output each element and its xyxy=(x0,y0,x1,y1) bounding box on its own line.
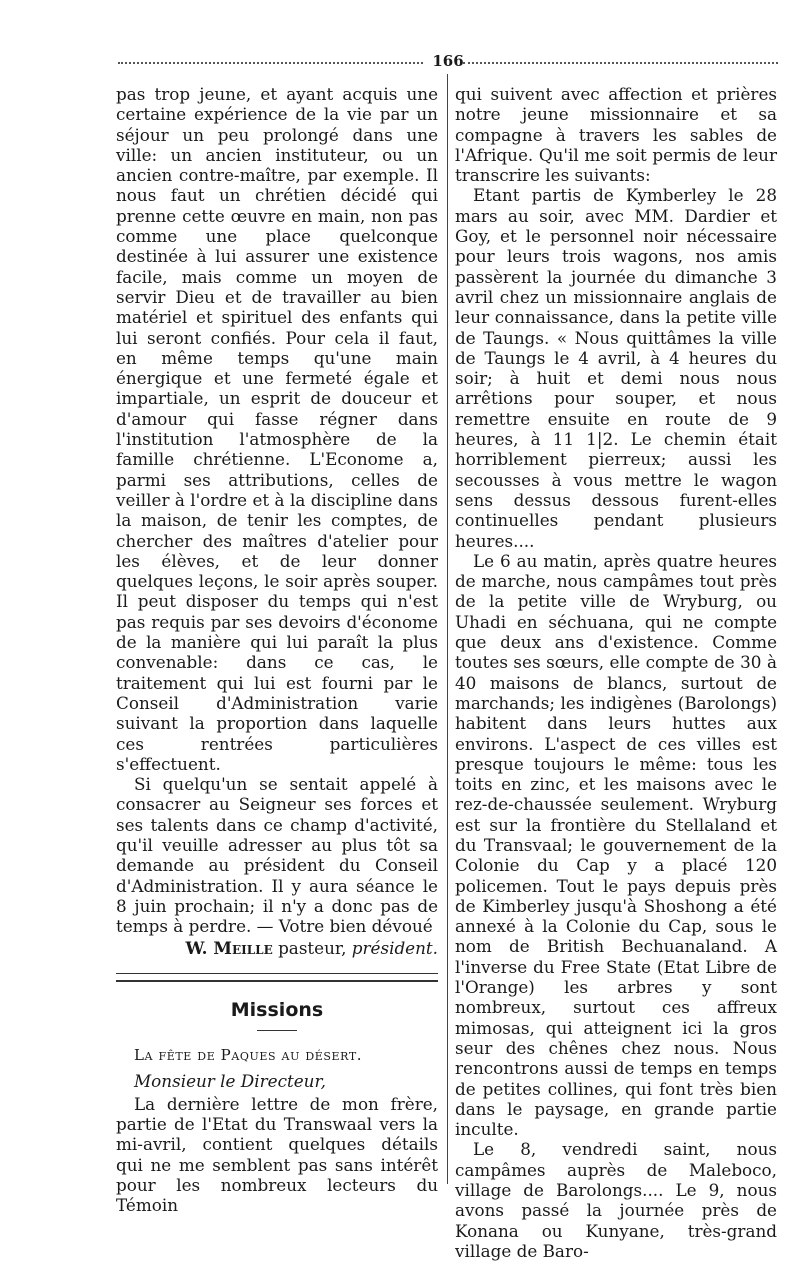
page-header xyxy=(118,50,778,72)
signature-name: W. Meille xyxy=(185,938,273,959)
signature xyxy=(116,938,438,958)
section-title: Missions xyxy=(230,998,324,1021)
salutation: Monsieur le Directeur, xyxy=(134,1071,326,1092)
paragraph: pas trop jeune, et ayant acquis une certaine expérience de la vie par un séjour un peu prolongé dans une ville: un ancien instituteur, ou un ancien contre-maître, par exemple. Il nous faut un chrétien décidé qui prenne cette œuvre en main, non pas comme une place quelconque destinée à lui assurer une existence facile, mais comme un moyen de servir Dieu et de travailler au bien matériel et spirituel des enfants qui lui seront confiés. Pour cela il faut, en même temps qu'une main énergique et une fermeté égale et impartiale, un esprit de douceur et d'amour qui fasse régner dans l'institution l'atmosphère de la famille chrétienne. L'Econome a, parmi ses attributions, celles de veiller à l'ordre et à la discipline dans la maison, de tenir les comptes, de chercher des maîtres d'atelier pour les élèves, et de leur donner quelques leçons, le soir après souper. Il peut disposer du temps qui n'est pas requis par ses devoirs d'économe de la manière qui lui paraît la plus convenable: dans ce cas, le traitement qui lui est fourni par le Conseil d'Administration varie suivant la proportion dans laquelle ces rentrées particulières s'effectuent. xyxy=(116,84,438,774)
page-number: 166 xyxy=(432,52,464,70)
paragraph: Le 8, vendredi saint, nous campâmes auprès de Maleboco, village de Barolongs.... Le 9, nous avons passé la journée près de Konana ou Kunyane, très-grand village de Baro- xyxy=(455,1139,777,1261)
signature-title: pasteur, xyxy=(272,938,352,959)
paragraph: La dernière lettre de mon frère, partie de l'Etat du Transwaal vers la mi-avril, contient quelques détails qui ne me semblent pas sans intérêt pour les nombreux lecteurs du Témoin xyxy=(116,1093,438,1216)
section-divider xyxy=(116,973,438,982)
paragraph: Le 6 au matin, après quatre heures de marche, nous campâmes tout près de la petite ville de Wryburg, ou Uhadi en séchuana, qui ne compte que deux ans d'existence. Comme toutes ses sœurs, elle compte de 30 à 40 maisons de blancs, surtout de marchands; les indigènes (Barolongs) habitent dans leurs huttes aux environs. L'aspect de ces villes est presque toujours le même: tous les toits en zinc, et les maisons avec le rez-de-chaussée seulement. Wryburg est sur la frontière du Stellaland et du Transvaal; le gouvernement de la Colonie du Cap y a placé 120 policemen. Tout le pays depuis près de Kimberley jusqu'à Shoshong a été annexé à la Colonie du Cap, sous le nom de British Bechuanaland. A l'inverse du Free State (Etat Libre de l'Orange) les arbres y sont nombreux, surtout ces affreux mimosas, qui atteignent ici la gros seur des chênes chez nous. Nous rencontrons aussi de temps en temps de petites collines, qui font très bien dans le paysage, en grande partie inculte. xyxy=(455,550,777,1140)
paragraph: Etant partis de Kymberley le 28 mars au soir, avec MM. Dardier et Goy, et le personnel noir nécessaire pour leurs trois wagons, nos amis passèrent la journée du dimanche 3 avril chez un missionnaire anglais de leur connaissance, dans la petite ville de Taungs. « Nous quittâmes la ville de Taungs le 4 avril, à 4 heures du soir; à huit et demi nous nous arrêtions pour souper, et nous remettre ensuite en route de 9 heures, à 11 1|2. Le chemin était horriblement pierreux; aussi les secousses à vous mettre le wagon sens dessus dessous furent-elles continuelles pendant plusieurs heures.... xyxy=(455,185,777,551)
header-rule-right xyxy=(463,62,778,68)
left-column xyxy=(116,84,438,1215)
column-divider xyxy=(447,74,448,1184)
signature-role: président. xyxy=(351,938,438,959)
header-rule-left xyxy=(118,62,423,68)
paragraph: qui suivent avec affection et prières notre jeune missionnaire et sa compagne à travers les sables de l'Afrique. Qu'il me soit permis de leur transcrire les suivants: xyxy=(455,84,777,186)
title-rule xyxy=(257,1030,297,1031)
right-column xyxy=(455,84,777,1261)
paragraph: Si quelqu'un se sentait appelé à consacrer au Seigneur ses forces et ses talents dans ce champ d'activité, qu'il veuille adresser au plus tôt sa demande au président du Conseil d'Administration. Il y aura séance le 8 juin prochain; il n'y a donc pas de temps à perdre. — Votre bien dévoué xyxy=(116,774,438,937)
article-title: La fête de Paques au désert. xyxy=(134,1046,363,1065)
